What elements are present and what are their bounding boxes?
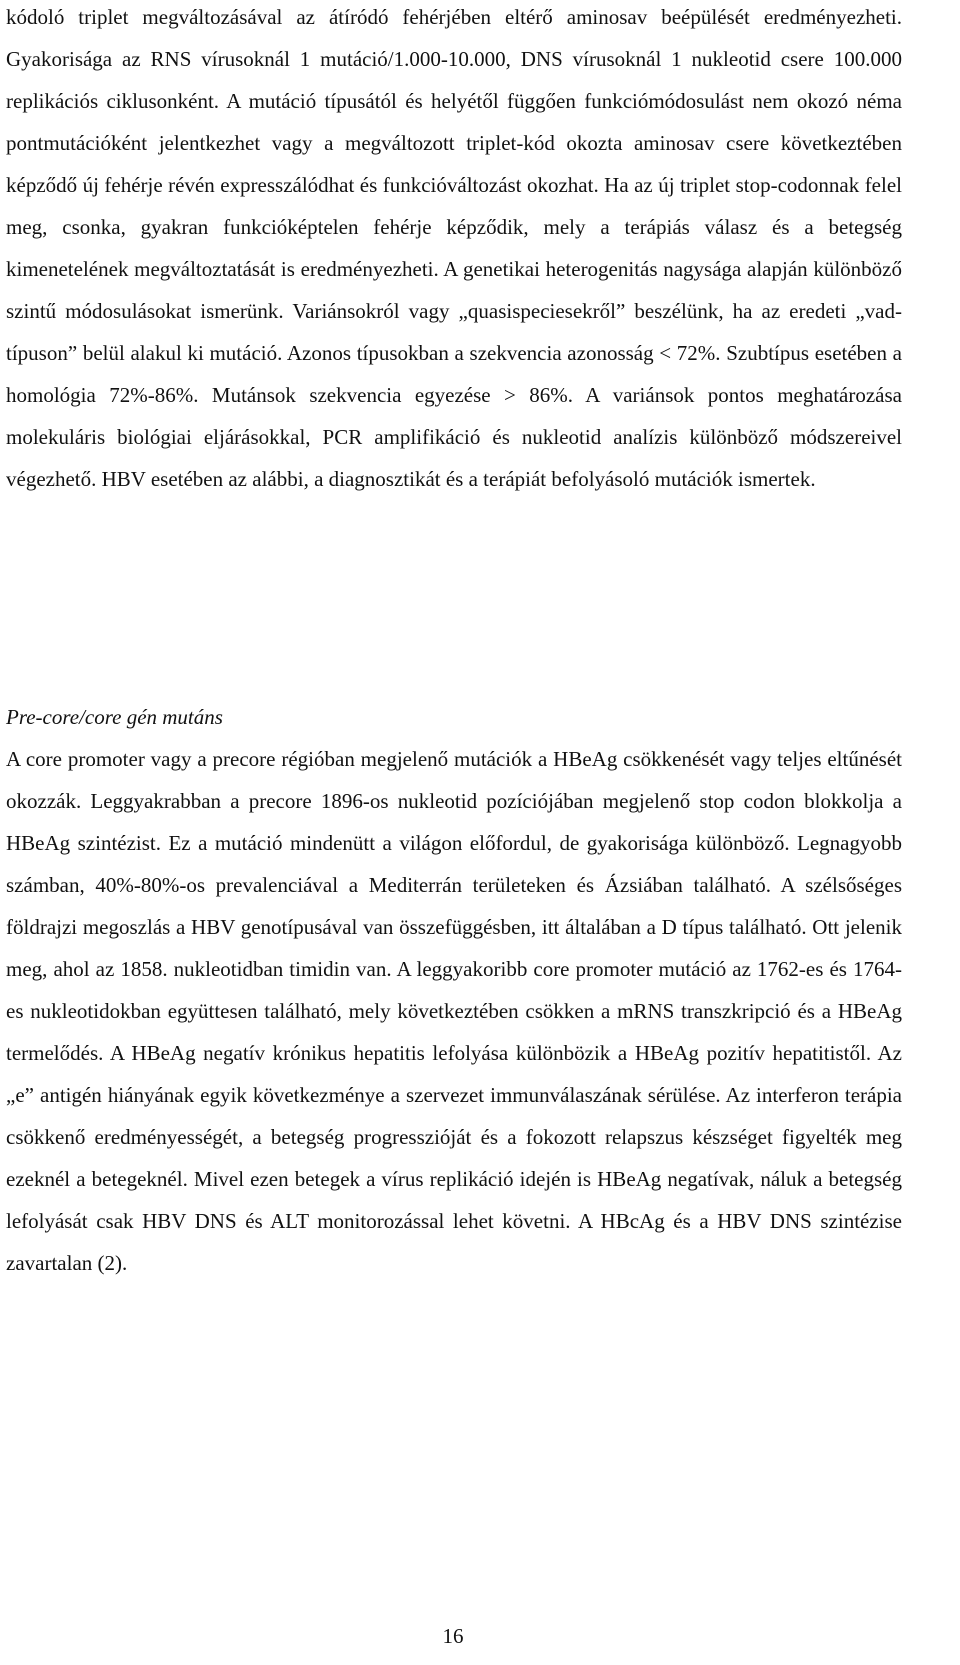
body-paragraph-precore-core: A core promoter vagy a precore régióban megjelenő mutációk a HBeAg csökkenését vagy teljes eltűnését okozzák. Leggyakrabban a precore 1896-os nukleotid pozíciójában megjelenő stop codon blokkolja a HBeAg szintézist. Ez a mutáció mindenütt a világon előfordul, de gyakorisága különböző. Legnagyobb számban, 40%-80%-os prevalenciával a Mediterrán területeken és Ázsiában található. A szélsőséges földrajzi megoszlás a HBV genotípusával van összefüggésben, itt általában a D típus található. Ott jelenik meg, ahol az 1858. nukleotidban timidin van. A leggyakoribb core promoter mutáció az 1762-es és 1764-es nukleotidokban együttesen található, mely következtében csökken a mRNS transzkripció és a HBeAg termelődés. A HBeAg negatív krónikus hepatitis lefolyása különbözik a HBeAg pozitív hepatitistől. Az „e” antigén hiányának egyik következménye a szervezet immunválaszának sérülése. Az interferon terápia csökkenő eredményességét, a betegség progresszióját és a fokozott relapszus készséget figyelték meg ezeknél a betegeknél. Mivel ezen betegek a vírus replikáció idején is HBeAg negatívak, náluk a betegség lefolyását csak HBV DNS és ALT monitorozással lehet követni. A HBcAg és a HBV DNS szintézise zavartalan (2). [6, 747, 902, 1275]
section-heading-precore-core: Pre-core/core gén mutáns [6, 705, 223, 729]
body-paragraph-mutation-overview: kódoló triplet megváltozásával az átíródó fehérjében eltérő aminosav beépülését eredményezheti. Gyakorisága az RNS vírusoknál 1 mutáció/1.000-10.000, DNS vírusoknál 1 nukleotid csere 100.000 replikációs ciklusonként. A mutáció típusától és helyétől függően funkciómódosulást nem okozó néma pontmutációként jelentkezhet vagy a megváltozott triplet-kód okozta aminosav csere következtében képződő új fehérje révén expresszálódhat és funkcióváltozást okozhat. Ha az új triplet stop-codonnak felel meg, csonka, gyakran funkcióképtelen fehérje képződik, mely a terápiás válasz és a betegség kimenetelének megváltoztatását is eredményezheti. A genetikai heterogenitás nagysága alapján különböző szintű módosulásokat ismerünk. Variánsokról vagy „quasispeciesekről” beszélünk, ha az eredeti „vad-típuson” belül alakul ki mutáció. Azonos típusokban a szekvencia azonosság < 72%. Szubtípus esetében a homológia 72%-86%. Mutánsok szekvencia egyezése > 86%. A variánsok pontos meghatározása molekuláris biológiai eljárásokkal, PCR amplifikáció és nukleotid analízis különböző módszereivel végezhető. HBV esetében az alábbi, a diagnosztikát és a terápiát befolyásoló mutációk ismertek. [6, 5, 902, 491]
page-number: 16 [442, 1624, 464, 1648]
